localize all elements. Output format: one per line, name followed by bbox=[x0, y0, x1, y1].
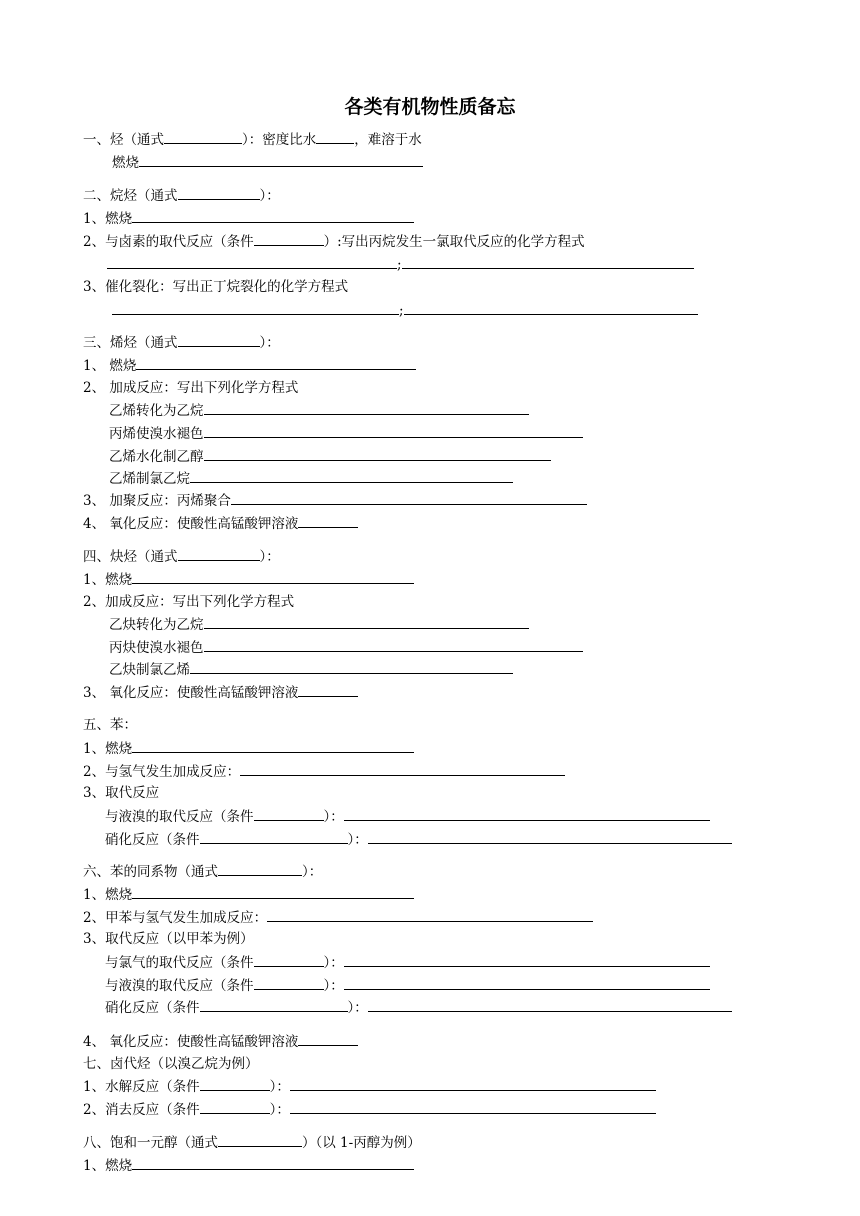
answer-blank[interactable] bbox=[136, 356, 416, 370]
answer-blank[interactable] bbox=[139, 153, 423, 167]
answer-blank[interactable] bbox=[204, 424, 583, 438]
sec4-reaction-1: 乙炔转化为乙烷 bbox=[109, 615, 529, 634]
sec3-item-2: 2、 加成反应：写出下列化学方程式 bbox=[83, 380, 299, 396]
sec7-item-2: 2、消去反应（条件 ）： bbox=[83, 1100, 656, 1119]
sec2-item-2: 2、与卤素的取代反应（条件 ）:写出丙烷发生一氯取代反应的化学方程式 bbox=[83, 234, 585, 250]
answer-blank[interactable] bbox=[298, 1032, 358, 1046]
condition-blank[interactable] bbox=[200, 830, 348, 844]
sec5-reaction-2: 硝化反应（条件 ）： bbox=[105, 830, 732, 849]
sec3-reaction-3: 乙烯水化制乙醇 bbox=[109, 447, 551, 466]
answer-blank[interactable] bbox=[107, 255, 397, 269]
sec2-item-2-answers: ; bbox=[107, 255, 694, 274]
sec3-reaction-2: 丙烯使溴水褪色 bbox=[109, 424, 583, 443]
section-7-heading: 七、卤代烃（以溴乙烷为例） bbox=[83, 1056, 259, 1072]
formula-blank[interactable] bbox=[178, 333, 260, 347]
answer-blank[interactable] bbox=[190, 660, 513, 674]
answer-blank[interactable] bbox=[190, 469, 513, 483]
answer-blank[interactable] bbox=[231, 491, 587, 505]
sec8-item-1: 1、燃烧 bbox=[83, 1156, 414, 1175]
sec3-item-1: 1、 燃烧 bbox=[83, 356, 416, 375]
section-1-heading: 一、烃（通式 ）：密度比水 ，难溶于水 bbox=[83, 132, 422, 148]
sec6-item-4: 4、 氧化反应：使酸性高锰酸钾溶液 bbox=[83, 1032, 358, 1051]
answer-blank[interactable] bbox=[112, 301, 399, 315]
condition-blank[interactable] bbox=[200, 1100, 270, 1114]
condition-blank[interactable] bbox=[254, 807, 324, 821]
condition-blank[interactable] bbox=[254, 232, 324, 246]
sec5-item-2: 2、与氢气发生加成反应： bbox=[83, 762, 565, 781]
sec6-reaction-3: 硝化反应（条件 ）： bbox=[105, 998, 732, 1017]
sec5-item-1: 1、燃烧 bbox=[83, 739, 414, 758]
section-5-heading: 五、苯： bbox=[83, 717, 137, 733]
answer-blank[interactable] bbox=[204, 401, 529, 415]
condition-blank[interactable] bbox=[200, 998, 348, 1012]
formula-blank[interactable] bbox=[178, 186, 260, 200]
answer-blank[interactable] bbox=[344, 976, 710, 990]
sec6-item-1: 1、燃烧 bbox=[83, 885, 414, 904]
formula-blank[interactable] bbox=[178, 547, 260, 561]
section-3-heading: 三、烯烃（通式 ）： bbox=[83, 335, 280, 351]
section-2-heading: 二、烷烃（通式 ）： bbox=[83, 188, 280, 204]
answer-blank[interactable] bbox=[132, 739, 414, 753]
answer-blank[interactable] bbox=[240, 762, 565, 776]
formula-blank[interactable] bbox=[164, 130, 242, 144]
sec3-reaction-1: 乙烯转化为乙烷 bbox=[109, 401, 529, 420]
section-8-heading: 八、饱和一元醇（通式 ）（以 1-丙醇为例） bbox=[83, 1135, 421, 1151]
answer-blank[interactable] bbox=[132, 885, 414, 899]
sec4-reaction-2: 丙炔使溴水褪色 bbox=[109, 638, 583, 657]
formula-blank[interactable] bbox=[218, 862, 302, 876]
answer-blank[interactable] bbox=[132, 570, 414, 584]
answer-blank[interactable] bbox=[402, 255, 694, 269]
section-4-heading: 四、炔烃（通式 ）： bbox=[83, 549, 280, 565]
condition-blank[interactable] bbox=[254, 953, 324, 967]
answer-blank[interactable] bbox=[368, 998, 732, 1012]
answer-blank[interactable] bbox=[290, 1100, 656, 1114]
answer-blank[interactable] bbox=[290, 1077, 656, 1091]
answer-blank[interactable] bbox=[298, 683, 358, 697]
sec6-item-2: 2、甲苯与氢气发生加成反应： bbox=[83, 908, 593, 927]
sec4-item-1: 1、燃烧 bbox=[83, 570, 414, 589]
sec2-item-1: 1、燃烧 bbox=[83, 209, 414, 228]
answer-blank[interactable] bbox=[204, 615, 529, 629]
section-6-heading: 六、苯的同系物（通式 ）： bbox=[83, 864, 323, 880]
answer-blank[interactable] bbox=[204, 638, 583, 652]
answer-blank[interactable] bbox=[204, 447, 551, 461]
answer-blank[interactable] bbox=[267, 908, 593, 922]
sec1-burn-line: 燃烧 bbox=[112, 153, 423, 172]
sec5-item-3: 3、取代反应 bbox=[83, 785, 160, 801]
sec7-item-1: 1、水解反应（条件 ）： bbox=[83, 1077, 656, 1096]
sec4-item-2: 2、加成反应：写出下列化学方程式 bbox=[83, 594, 295, 610]
sec4-item-3: 3、 氧化反应：使酸性高锰酸钾溶液 bbox=[83, 683, 358, 702]
answer-blank[interactable] bbox=[368, 830, 732, 844]
sec3-item-4: 4、 氧化反应：使酸性高锰酸钾溶液 bbox=[83, 514, 358, 533]
sec6-reaction-2: 与液溴的取代反应（条件 ）： bbox=[105, 976, 710, 995]
answer-blank[interactable] bbox=[132, 209, 414, 223]
density-blank[interactable] bbox=[316, 130, 354, 144]
sec5-reaction-1: 与液溴的取代反应（条件 ）： bbox=[105, 807, 710, 826]
formula-blank[interactable] bbox=[218, 1133, 302, 1147]
sec4-reaction-3: 乙炔制氯乙烯 bbox=[109, 660, 513, 679]
condition-blank[interactable] bbox=[200, 1077, 270, 1091]
answer-blank[interactable] bbox=[298, 514, 358, 528]
sec6-item-3: 3、取代反应（以甲苯为例） bbox=[83, 931, 254, 947]
page-title: 各类有机物性质备忘 bbox=[344, 96, 516, 118]
sec2-item-3: 3、催化裂化：写出正丁烷裂化的化学方程式 bbox=[83, 279, 349, 295]
sec6-reaction-1: 与氯气的取代反应（条件 ）： bbox=[105, 953, 710, 972]
sec2-item-3-answers: ; bbox=[112, 301, 698, 320]
condition-blank[interactable] bbox=[254, 976, 324, 990]
sec3-item-3: 3、 加聚反应：丙烯聚合 bbox=[83, 491, 587, 510]
answer-blank[interactable] bbox=[344, 953, 710, 967]
answer-blank[interactable] bbox=[404, 301, 698, 315]
answer-blank[interactable] bbox=[132, 1156, 414, 1170]
answer-blank[interactable] bbox=[344, 807, 710, 821]
sec3-reaction-4: 乙烯制氯乙烷 bbox=[109, 469, 513, 488]
